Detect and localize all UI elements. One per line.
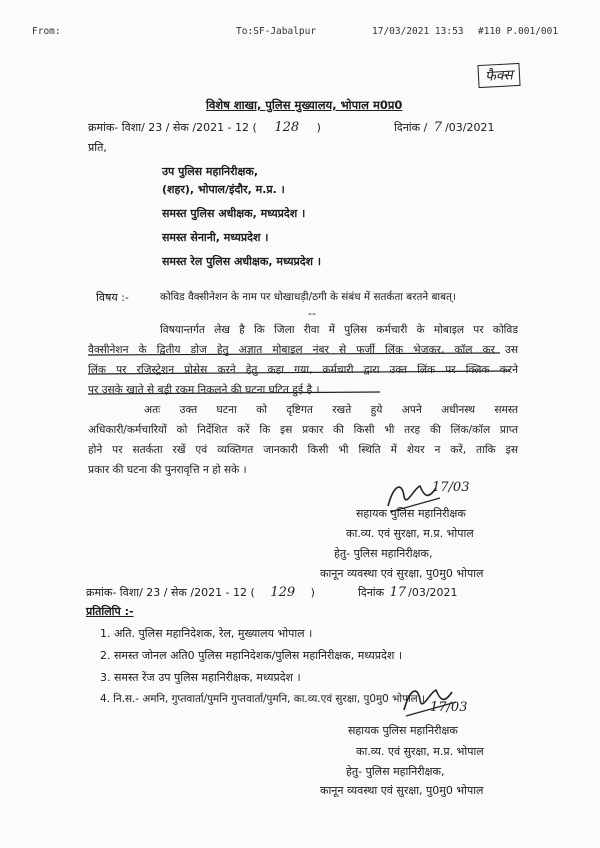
reference-suffix: ) bbox=[316, 121, 321, 134]
signature-date-1: 17/03 bbox=[432, 480, 470, 495]
reference-date-2 bbox=[358, 585, 458, 600]
date-handwritten-day: 17 bbox=[389, 585, 407, 600]
date-prefix: दिनांक / bbox=[394, 121, 428, 134]
separator: -- bbox=[308, 307, 316, 320]
signature-1-line-1: सहायक पुलिस महानिरीक्षक bbox=[356, 507, 466, 520]
subject-text: कोविड वैक्सीनेशन के नाम पर धोखाधड़ी/ठगी के संबंध में सतर्कता बरतने बाबत्। bbox=[160, 291, 456, 303]
reference-prefix: क्रमांक- विशा/ 23 / सेक /2021 - 12 ( bbox=[88, 121, 257, 134]
fax-stamp: फैक्स bbox=[477, 63, 520, 88]
date-prefix: दिनांक bbox=[358, 586, 385, 599]
paragraph-1-line-4: पर उसके खाते से बड़ी रकम निकलने की घटना घटित हुई है । bbox=[88, 384, 320, 396]
copy-item-2: 2. समस्त जोनल अति0 पुलिस महानिदेशक/पुलिस महानिरीक्षक, मध्यप्रदेश । bbox=[100, 649, 403, 662]
subject-label: विषय :- bbox=[96, 291, 129, 304]
copy-to-label: प्रतिलिपि :- bbox=[86, 605, 134, 618]
signature-2-line-2: का.व्य. एवं सुरक्षा, म.प्र. भोपाल bbox=[356, 745, 484, 758]
recipient-5: समस्त रेल पुलिस अधीक्षक, मध्यप्रदेश । bbox=[162, 255, 322, 268]
fax-to: To:SF-Jabalpur bbox=[236, 26, 317, 37]
date-handwritten-day: 7 bbox=[433, 120, 443, 135]
signature-2-line-4: कानून व्यवस्था एवं सुरक्षा, पु0मु0 भोपाल bbox=[320, 784, 484, 797]
paragraph-1-line-2: वैक्सीनेशन के द्वितीय डोज हेतु अज्ञात मोबाइल नंबर से फर्जी लिंक भेजकर, कॉल कर उस bbox=[88, 344, 518, 356]
reference-handwritten-number: 129 bbox=[270, 585, 296, 600]
copy-item-3: 3. समस्त रेंज उप पुलिस महानिरीक्षक, मध्यप्रदेश । bbox=[100, 671, 301, 684]
signature-date-2: 17/03 bbox=[430, 700, 468, 715]
reference-handwritten-number: 128 bbox=[274, 120, 300, 135]
reference-number-2 bbox=[86, 585, 315, 600]
recipient-2: (शहर), भोपाल/इंदौर, म.प्र. । bbox=[162, 183, 285, 196]
date-suffix: /03/2021 bbox=[445, 121, 495, 134]
paragraph-2-line-1: अतः उक्त घटना को दृष्टिगत रखते हुये अपने अधीनस्थ समस्त bbox=[144, 404, 518, 416]
signature-2-line-3: हेतु- पुलिस महानिरीक्षक, bbox=[346, 765, 445, 778]
paragraph-2-line-3: होने पर सतर्कता रखें एवं व्यक्तिगत जानकारी किसी भी स्थिति में शेयर न करें, ताकि इस bbox=[88, 444, 518, 456]
recipient-3: समस्त पुलिस अधीक्षक, मध्यप्रदेश । bbox=[162, 207, 306, 220]
fax-datetime: 17/03/2021 13:53 bbox=[372, 26, 464, 37]
body-paragraph-2 bbox=[88, 400, 518, 480]
office-heading: विशेष शाखा, पुलिस मुख्यालय, भोपाल म0प्र0 bbox=[206, 98, 403, 112]
copy-item-4: 4. नि.स.- अमनि, गुप्तवार्ता/पुमनि गुप्तवार्ता/पुमनि, का.व्य.एवं सुरक्षा, पु0मु0 भोपाल । bbox=[100, 693, 425, 705]
to-label: प्रति, bbox=[88, 141, 107, 154]
signature-1-line-3: हेतु- पुलिस महानिरीक्षक, bbox=[334, 547, 433, 560]
reference-suffix: ) bbox=[310, 586, 315, 599]
signature-1-line-2: का.व्य. एवं सुरक्षा, म.प्र. भोपाल bbox=[346, 527, 474, 540]
recipient-1: उप पुलिस महानिरीक्षक, bbox=[162, 165, 259, 178]
paragraph-1-line-3: लिंक पर रजिस्ट्रेशन प्रोसेस करने हेतु कहा गया, कर्मचारी द्वारा उक्त लिंक पर क्लिक करने bbox=[88, 364, 518, 376]
signature-1-line-4: कानून व्यवस्था एवं सुरक्षा, पु0मु0 भोपाल bbox=[320, 567, 484, 580]
fax-from: From: bbox=[32, 26, 61, 37]
date-suffix: /03/2021 bbox=[408, 586, 458, 599]
copy-item-1: 1. अति. पुलिस महानिदेशक, रेल, मुख्यालय भोपाल । bbox=[100, 627, 313, 640]
signature-2-line-1: सहायक पुलिस महानिरीक्षक bbox=[348, 724, 458, 737]
paragraph-1-line-1: विषयान्तर्गत लेख है कि जिला रीवा में पुलिस कर्मचारी के मोबाइल पर कोविड bbox=[160, 324, 518, 336]
recipient-4: समस्त सेनानी, मध्यप्रदेश । bbox=[162, 231, 269, 244]
paragraph-2-line-4: प्रकार की घटना की पुनरावृत्ति न हो सके । bbox=[88, 464, 247, 476]
paragraph-2-line-2: अधिकारी/कर्मचारियों को निर्देशित करें कि इस प्रकार की किसी भी तरह की लिंक/कॉल प्राप्त bbox=[88, 424, 518, 436]
reference-prefix: क्रमांक- विशा/ 23 / सेक /2021 - 12 ( bbox=[86, 586, 255, 599]
fax-page-number: #110 P.001/001 bbox=[478, 26, 559, 37]
